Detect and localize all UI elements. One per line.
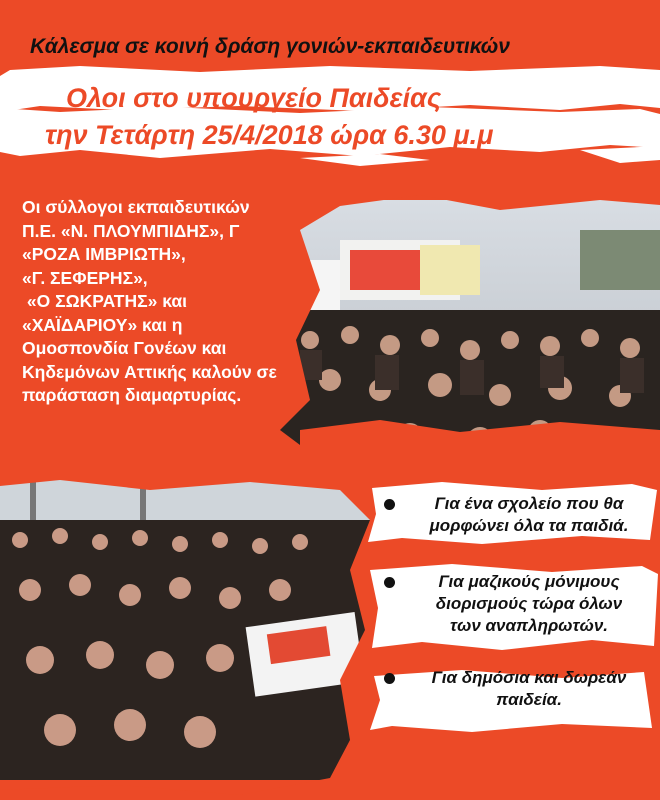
bullet-dot-icon bbox=[384, 673, 395, 684]
demand-line: Για μαζικούς μόνιμους bbox=[438, 572, 620, 591]
demand-line: διορισμούς τώρα όλων bbox=[435, 594, 623, 613]
demand-item bbox=[384, 571, 654, 637]
intro-line: «Ο ΣΩΚΡΑΤΗΣ» και bbox=[22, 291, 188, 311]
intro-text bbox=[22, 196, 322, 408]
intro-line: «Γ. ΣΕΦΕΡΗΣ», bbox=[22, 267, 148, 288]
intro-line: Κηδεμόνων Αττικής καλούν σε bbox=[22, 361, 277, 382]
intro-line: Π.Ε. «Ν. ΠΛΟΥΜΠΙΔΗΣ», Γ bbox=[22, 220, 240, 241]
demand-line: μορφώνει όλα τα παιδιά. bbox=[429, 516, 629, 535]
intro-line: «ΡΟΖΑ ΙΜΒΡΙΩΤΗ», bbox=[22, 244, 186, 264]
intro-line: «ΧΑΪΔΑΡΙΟΥ» και η bbox=[22, 314, 183, 335]
intro-line: παράσταση διαμαρτυρίας. bbox=[22, 385, 242, 405]
demand-line: Για δημόσια και δωρεάν bbox=[431, 668, 627, 687]
bullet-dot-icon bbox=[384, 499, 395, 510]
demand-item bbox=[384, 493, 654, 537]
intro-line: Οι σύλλογοι εκπαιδευτικών bbox=[22, 197, 250, 217]
demand-item bbox=[384, 667, 654, 711]
title-line-1: Ολοι στο υπουργείο Παιδείας bbox=[66, 83, 442, 113]
intro-line: Ομοσπονδία Γονέων και bbox=[22, 338, 227, 358]
demand-line: παιδεία. bbox=[496, 690, 562, 709]
demand-line: Για ένα σχολείο που θα bbox=[434, 494, 624, 513]
bullet-dot-icon bbox=[384, 577, 395, 588]
demand-line: των αναπληρωτών. bbox=[449, 616, 609, 635]
headline: Κάλεσμα σε κοινή δράση γονιών-εκπαιδευτικών bbox=[30, 35, 510, 58]
demands-list bbox=[384, 493, 654, 735]
title-line-2: την Τετάρτη 25/4/2018 ώρα 6.30 μ.μ bbox=[45, 120, 494, 150]
